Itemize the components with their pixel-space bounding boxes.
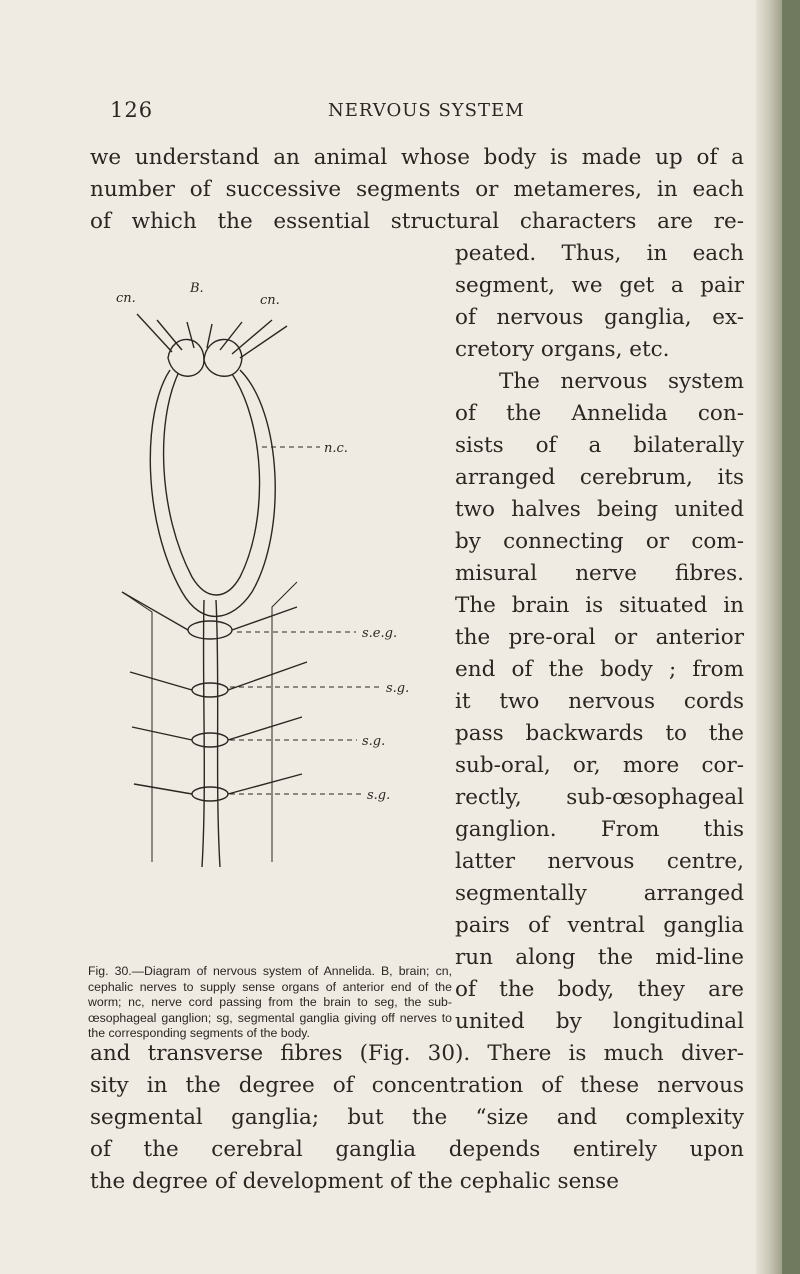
segmental-ganglion bbox=[192, 787, 228, 801]
body-line: of the Annelida con- bbox=[455, 401, 744, 426]
body-line: peated. Thus, in each bbox=[455, 241, 744, 266]
body-line: of which the essential structural characters are re- bbox=[90, 209, 744, 234]
segmental-nerve bbox=[122, 592, 188, 630]
cephalic-nerve bbox=[137, 314, 172, 352]
sub-oesophageal-ganglion bbox=[188, 621, 232, 639]
body-line: number of successive segments or metameres, in each bbox=[90, 177, 744, 202]
running-head: NERVOUS SYSTEM bbox=[328, 100, 525, 121]
body-line: The nervous system bbox=[499, 369, 744, 394]
label-seg: s.e.g. bbox=[362, 626, 398, 641]
body-line: end of the body ; from bbox=[455, 657, 744, 682]
segmental-nerve bbox=[228, 717, 302, 740]
body-line: two halves being united bbox=[455, 497, 744, 522]
body-line: sity in the degree of concentration of these nervous bbox=[90, 1073, 744, 1098]
body-line: segmentally arranged bbox=[455, 881, 744, 906]
label-sg-3: s.g. bbox=[367, 788, 391, 803]
body-line: segment, we get a pair bbox=[455, 273, 744, 298]
cephalic-nerve bbox=[232, 320, 272, 354]
segmental-ganglion bbox=[192, 683, 228, 697]
body-line: latter nervous centre, bbox=[455, 849, 744, 874]
body-line: by connecting or com- bbox=[455, 529, 744, 554]
body-line: and transverse fibres (Fig. 30). There is much diver- bbox=[90, 1041, 744, 1066]
segmental-ganglion bbox=[192, 733, 228, 747]
body-line: united by longitudinal bbox=[455, 1009, 744, 1034]
body-line: sub-oral, or, more cor- bbox=[455, 753, 744, 778]
label-sg-1: s.g. bbox=[386, 681, 410, 696]
cephalic-nerve bbox=[187, 322, 194, 348]
segmental-nerve bbox=[132, 727, 192, 740]
label-cn-right: cn. bbox=[260, 293, 280, 308]
body-line: we understand an animal whose body is made up of a bbox=[90, 145, 744, 170]
body-line: ganglion. From this bbox=[455, 817, 744, 842]
body-line: of nervous ganglia, ex- bbox=[455, 305, 744, 330]
brain-right-lobe bbox=[204, 339, 242, 376]
label-cn-left: cn. bbox=[116, 291, 136, 306]
segmental-nerve bbox=[134, 784, 192, 794]
body-line: pass backwards to the bbox=[455, 721, 744, 746]
body-line: the pre-oral or anterior bbox=[455, 625, 744, 650]
cephalic-nerve bbox=[220, 322, 242, 350]
body-line: pairs of ventral ganglia bbox=[455, 913, 744, 938]
body-line: segmental ganglia; but the “size and complexity bbox=[90, 1105, 744, 1130]
body-line: sists of a bilaterally bbox=[455, 433, 744, 458]
body-line: arranged cerebrum, its bbox=[455, 465, 744, 490]
label-sg-2: s.g. bbox=[362, 734, 386, 749]
page-number: 126 bbox=[110, 98, 154, 122]
body-line: cretory organs, etc. bbox=[455, 337, 670, 362]
book-binding-edge bbox=[782, 0, 800, 1274]
body-segment-outline bbox=[122, 592, 152, 862]
body-line: The brain is situated in bbox=[455, 593, 744, 618]
label-nerve-cord: n.c. bbox=[324, 441, 348, 456]
segmental-nerve bbox=[232, 607, 297, 630]
figure-caption: Fig. 30.—Diagram of nervous system of Annelida. B, brain; cn, cephalic nerves to supply sense organs of anterior end of the worm; nc, nerve cord passing from the brain to seg, the sub-œsophageal ganglion; sg, segmental ganglia giving off nerves to the corresponding segments of the body. bbox=[88, 964, 452, 1040]
nerve-ring bbox=[150, 370, 275, 616]
brain-left-lobe bbox=[168, 339, 204, 376]
segmental-nerve bbox=[130, 672, 192, 690]
body-line: rectly, sub-œsophageal bbox=[455, 785, 744, 810]
page-header bbox=[110, 98, 750, 132]
body-line: misural nerve fibres. bbox=[455, 561, 744, 586]
cephalic-nerve bbox=[157, 320, 182, 350]
body-line: run along the mid-line bbox=[455, 945, 744, 970]
body-line: of the cerebral ganglia depends entirely upon bbox=[90, 1137, 744, 1162]
segmental-nerve bbox=[228, 662, 307, 690]
body-line: it two nervous cords bbox=[455, 689, 744, 714]
segmental-nerve bbox=[228, 774, 302, 794]
body-line: the degree of development of the cephalic sense bbox=[90, 1169, 619, 1194]
nervous-system-diagram bbox=[112, 262, 457, 882]
nerve-ring-inner bbox=[164, 374, 260, 595]
body-line: of the body, they are bbox=[455, 977, 744, 1002]
label-brain: B. bbox=[190, 281, 204, 296]
